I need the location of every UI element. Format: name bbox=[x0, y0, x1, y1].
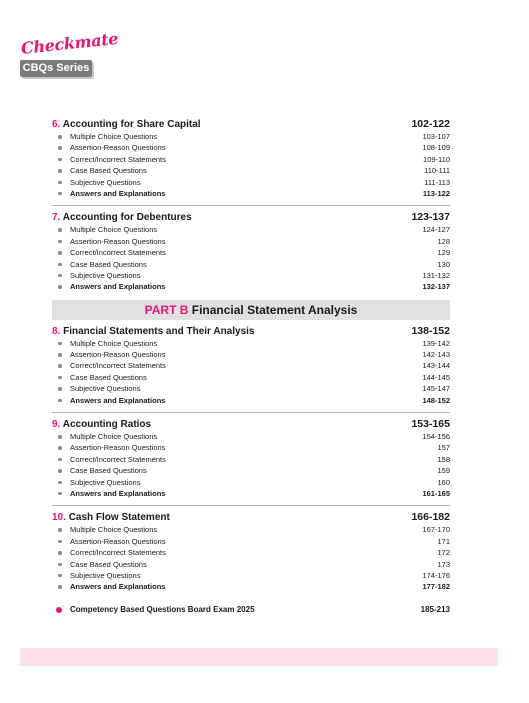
chapter-title: Accounting Ratios bbox=[62, 419, 152, 431]
toc-item[interactable] bbox=[52, 395, 450, 406]
item-label: Assertion-Reason Questions bbox=[70, 236, 166, 246]
chapter-heading[interactable] bbox=[52, 417, 450, 431]
toc-item[interactable] bbox=[52, 224, 450, 235]
chapter-title-wrap bbox=[52, 211, 192, 225]
chapter-number: 8. bbox=[52, 325, 61, 337]
logo-script-text: Checkmate bbox=[20, 28, 120, 58]
toc-item[interactable] bbox=[52, 165, 450, 176]
item-pages: 145-147 bbox=[422, 384, 450, 394]
toc-item[interactable] bbox=[52, 188, 450, 199]
item-pages: 157 bbox=[437, 443, 450, 453]
item-pages: 108-109 bbox=[422, 143, 450, 153]
chapter-title-wrap bbox=[52, 418, 151, 432]
bullet-icon bbox=[58, 181, 62, 185]
item-label: Multiple Choice Questions bbox=[70, 432, 158, 442]
bullet-icon bbox=[58, 146, 62, 150]
item-pages: 177-182 bbox=[422, 582, 450, 592]
toc-item[interactable] bbox=[52, 581, 450, 592]
item-pages: 143-144 bbox=[422, 361, 450, 371]
chapter-items bbox=[52, 431, 450, 499]
chapters-part-a bbox=[52, 117, 450, 293]
chapter-heading[interactable] bbox=[52, 324, 450, 338]
item-label: Subjective Questions bbox=[70, 570, 141, 580]
bullet-icon bbox=[58, 399, 62, 403]
item-pages: 174-176 bbox=[422, 570, 450, 580]
bullet-icon bbox=[58, 481, 62, 485]
bullet-icon bbox=[58, 263, 62, 267]
item-label: Subjective Questions bbox=[70, 177, 141, 187]
item-label: Multiple Choice Questions bbox=[70, 132, 158, 141]
chapter-pages: 138-152 bbox=[411, 324, 450, 337]
toc-item[interactable] bbox=[52, 338, 450, 349]
chapter-number: 7. bbox=[52, 212, 61, 224]
bullet-icon bbox=[58, 563, 62, 567]
table-of-contents bbox=[52, 117, 450, 614]
toc-item[interactable] bbox=[52, 383, 450, 394]
toc-item[interactable] bbox=[52, 559, 450, 570]
item-pages: 173 bbox=[437, 559, 450, 569]
toc-item[interactable] bbox=[52, 236, 450, 247]
bullet-icon bbox=[58, 192, 62, 196]
item-pages: 159 bbox=[437, 466, 450, 476]
item-pages: 161-165 bbox=[422, 488, 450, 498]
item-label: Answers and Explanations bbox=[70, 395, 166, 405]
item-label: Case Based Questions bbox=[70, 166, 147, 176]
item-pages: 103-107 bbox=[422, 132, 450, 141]
toc-item[interactable] bbox=[52, 431, 450, 442]
chapter-items bbox=[52, 224, 450, 292]
item-pages: 109-110 bbox=[423, 154, 450, 164]
bullet-icon bbox=[58, 458, 62, 462]
item-pages: 167-170 bbox=[422, 525, 450, 535]
toc-item[interactable] bbox=[52, 349, 450, 360]
checkmate-logo bbox=[20, 28, 120, 77]
chapter-pages: 153-165 bbox=[411, 418, 450, 431]
chapters-part-b bbox=[52, 324, 450, 593]
bullet-icon bbox=[58, 492, 62, 496]
bullet-icon bbox=[58, 342, 62, 346]
bullet-icon bbox=[58, 540, 62, 544]
item-label: Correct/Incorrect Statements bbox=[70, 361, 166, 371]
item-label: Assertion-Reason Questions bbox=[70, 443, 166, 453]
part-title: Financial Statement Analysis bbox=[191, 302, 358, 317]
chapter-heading[interactable] bbox=[52, 510, 450, 524]
bullet-icon bbox=[58, 240, 62, 244]
bullet-icon bbox=[58, 364, 62, 368]
chapter-title: Accounting for Share Capital bbox=[62, 119, 201, 130]
chapter-title: Accounting for Debentures bbox=[62, 212, 192, 224]
item-pages: 139-142 bbox=[422, 338, 450, 348]
part-label: PART B bbox=[144, 302, 189, 317]
toc-item[interactable] bbox=[52, 570, 450, 581]
toc-item[interactable] bbox=[52, 270, 450, 281]
item-label: Assertion-Reason Questions bbox=[70, 350, 166, 360]
bullet-icon bbox=[58, 169, 62, 173]
item-label: Case Based Questions bbox=[70, 559, 147, 569]
item-pages: 132-137 bbox=[422, 282, 450, 292]
chapter-section bbox=[52, 510, 450, 592]
item-pages: 113-122 bbox=[422, 188, 450, 198]
chapter-number: 6. bbox=[52, 119, 61, 130]
bullet-icon bbox=[58, 469, 62, 473]
item-label: Case Based Questions bbox=[70, 259, 147, 269]
item-pages: 160 bbox=[437, 477, 450, 487]
item-label: Correct/Incorrect Statements bbox=[70, 154, 166, 164]
item-label: Assertion-Reason Questions bbox=[70, 143, 166, 153]
bullet-icon bbox=[58, 158, 62, 162]
item-pages: 148-152 bbox=[422, 395, 450, 405]
section-divider bbox=[52, 505, 450, 506]
bullet-icon bbox=[58, 274, 62, 278]
item-pages: 124-127 bbox=[422, 225, 450, 235]
toc-item[interactable] bbox=[52, 281, 450, 292]
chapter-title-wrap bbox=[52, 118, 201, 132]
item-label: Correct/Incorrect Statements bbox=[70, 548, 166, 558]
item-pages: 110-111 bbox=[424, 166, 450, 176]
bullet-icon bbox=[58, 353, 62, 357]
chapter-heading[interactable] bbox=[52, 210, 450, 224]
item-pages: 172 bbox=[437, 548, 450, 558]
item-label: Case Based Questions bbox=[70, 372, 147, 382]
chapter-pages: 102-122 bbox=[411, 118, 450, 130]
bullet-icon bbox=[58, 528, 62, 532]
item-label: Answers and Explanations bbox=[70, 188, 166, 198]
chapter-title: Cash Flow Statement bbox=[68, 512, 170, 524]
chapter-title-wrap bbox=[52, 325, 254, 339]
competency-pages: 185-213 bbox=[420, 604, 450, 614]
item-label: Multiple Choice Questions bbox=[70, 225, 158, 235]
bullet-icon bbox=[58, 376, 62, 380]
bullet-icon bbox=[58, 228, 62, 232]
chapter-number: 10. bbox=[52, 512, 66, 524]
chapter-items bbox=[52, 338, 450, 406]
item-label: Answers and Explanations bbox=[70, 488, 166, 498]
section-divider bbox=[52, 412, 450, 413]
item-pages: 144-145 bbox=[422, 372, 450, 382]
item-label: Answers and Explanations bbox=[70, 582, 166, 592]
bullet-icon bbox=[58, 551, 62, 555]
item-label: Multiple Choice Questions bbox=[70, 338, 158, 348]
chapter-section bbox=[52, 324, 450, 406]
bullet-icon bbox=[58, 251, 62, 255]
toc-item[interactable] bbox=[52, 477, 450, 488]
item-pages: 129 bbox=[437, 248, 450, 258]
footer-band bbox=[20, 648, 498, 666]
chapter-section bbox=[52, 117, 450, 199]
toc-item[interactable] bbox=[52, 524, 450, 535]
item-label: Correct/Incorrect Statements bbox=[70, 454, 166, 464]
toc-item[interactable] bbox=[52, 372, 450, 383]
toc-item[interactable] bbox=[52, 154, 450, 165]
chapter-number: 9. bbox=[52, 419, 61, 431]
item-pages: 158 bbox=[437, 454, 450, 464]
chapter-pages: 166-182 bbox=[411, 511, 450, 524]
item-pages: 128 bbox=[437, 236, 450, 246]
part-b-heading bbox=[52, 300, 450, 320]
bullet-icon bbox=[58, 446, 62, 450]
chapter-section bbox=[52, 417, 450, 499]
item-label: Assertion-Reason Questions bbox=[70, 536, 166, 546]
toc-item[interactable] bbox=[52, 488, 450, 499]
toc-item[interactable] bbox=[52, 547, 450, 558]
toc-item[interactable] bbox=[52, 465, 450, 476]
bullet-icon bbox=[58, 135, 62, 139]
toc-item[interactable] bbox=[52, 536, 450, 547]
series-badge: CBQs Series bbox=[20, 60, 92, 77]
chapter-heading[interactable] bbox=[52, 117, 450, 131]
item-label: Case Based Questions bbox=[70, 466, 147, 476]
item-pages: 142-143 bbox=[422, 350, 450, 360]
chapter-pages: 123-137 bbox=[411, 211, 450, 224]
bullet-icon bbox=[56, 607, 62, 613]
chapter-title: Financial Statements and Their Analysis bbox=[63, 325, 255, 337]
chapter-items bbox=[52, 131, 450, 199]
item-pages: 111-113 bbox=[424, 177, 450, 187]
competency-entry[interactable] bbox=[52, 605, 450, 614]
toc-item[interactable] bbox=[52, 454, 450, 465]
item-label: Subjective Questions bbox=[70, 270, 141, 280]
item-label: Subjective Questions bbox=[70, 384, 141, 394]
item-pages: 171 bbox=[437, 536, 450, 546]
section-divider bbox=[52, 205, 450, 206]
item-pages: 131-132 bbox=[422, 270, 450, 280]
chapter-section bbox=[52, 210, 450, 292]
bullet-icon bbox=[58, 585, 62, 589]
item-label: Subjective Questions bbox=[70, 477, 141, 487]
item-label: Multiple Choice Questions bbox=[70, 525, 158, 535]
bullet-icon bbox=[58, 574, 62, 578]
item-pages: 130 bbox=[437, 259, 450, 269]
bullet-icon bbox=[58, 435, 62, 439]
toc-item[interactable] bbox=[52, 177, 450, 188]
toc-item[interactable] bbox=[52, 247, 450, 258]
bullet-icon bbox=[58, 387, 62, 391]
toc-item[interactable] bbox=[52, 131, 450, 142]
item-label: Correct/Incorrect Statements bbox=[70, 248, 166, 258]
item-pages: 154-156 bbox=[422, 432, 450, 442]
toc-item[interactable] bbox=[52, 360, 450, 371]
toc-item[interactable] bbox=[52, 142, 450, 153]
chapter-title-wrap bbox=[52, 511, 170, 525]
chapter-items bbox=[52, 524, 450, 592]
item-label: Answers and Explanations bbox=[70, 282, 166, 292]
toc-item[interactable] bbox=[52, 259, 450, 270]
competency-label: Competency Based Questions Board Exam 2025 bbox=[70, 604, 255, 614]
toc-item[interactable] bbox=[52, 442, 450, 453]
bullet-icon bbox=[58, 285, 62, 289]
